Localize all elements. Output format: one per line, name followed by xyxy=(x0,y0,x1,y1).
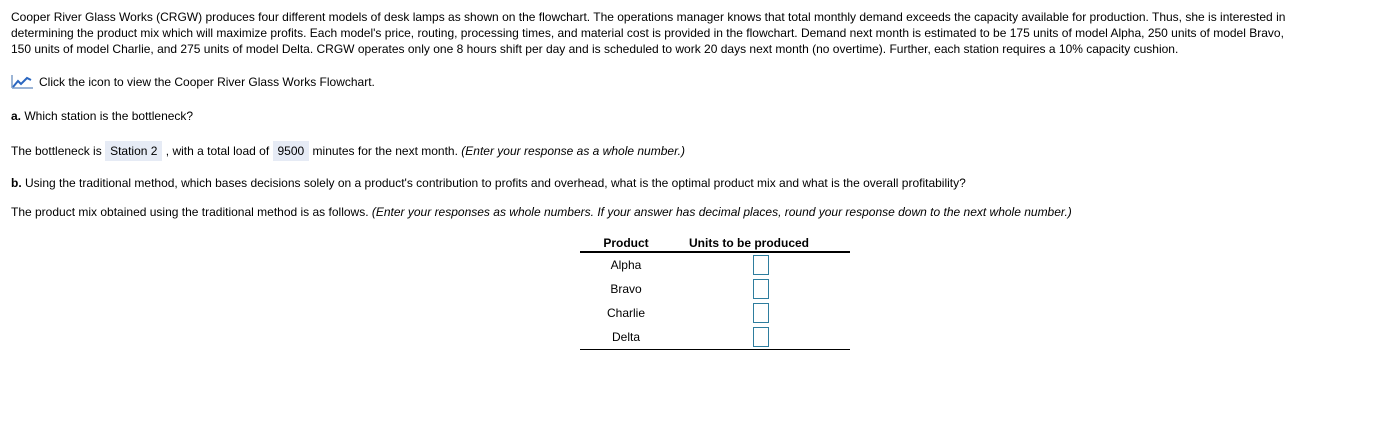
total-load-answer[interactable]: 9500 xyxy=(273,141,310,161)
question-a-text: Which station is the bottleneck? xyxy=(21,109,194,123)
units-input-alpha[interactable] xyxy=(753,255,769,275)
answer-b-intro xyxy=(11,204,1072,220)
question-b-text: Using the traditional method, which bases decisions solely on a product's contribution to profits and overhead, what is the optimal product mix and what is the overall profitability? xyxy=(21,176,966,190)
product-name: Charlie xyxy=(606,306,645,320)
problem-statement xyxy=(11,9,1285,57)
problem-line: Cooper River Glass Works (CRGW) produces four different models of desk lamps as shown on the flowchart. The operations manager knows that total monthly demand exceeds the capacity available for production. Thus, she is interested in xyxy=(11,10,1286,24)
flowchart-link[interactable] xyxy=(11,74,375,90)
table-row xyxy=(580,277,850,301)
bottleneck-station-answer[interactable]: Station 2 xyxy=(105,141,162,161)
product-name: Delta xyxy=(580,325,672,350)
answer-b-intro-text: The product mix obtained using the traditional method is as follows. xyxy=(11,205,372,219)
chart-icon[interactable] xyxy=(11,75,33,89)
product-name: Bravo xyxy=(610,282,642,296)
table-row xyxy=(580,301,850,325)
answer-a-text-2: , with a total load of xyxy=(162,144,273,158)
product-name: Alpha xyxy=(610,258,642,272)
problem-line: determining the product mix which will maximize profits. Each model's price, routing, processing times, and material cost is provided in the flowchart. Demand next month is estimated to be 175 units of model Alpha, 250 units of model Bravo, xyxy=(11,26,1284,40)
question-a-label: a. xyxy=(11,109,22,123)
answer-b-note: (Enter your responses as whole numbers. If your answer has decimal places, round your response down to the next whole number.) xyxy=(371,205,1072,219)
question-b-label: b. xyxy=(11,176,22,190)
flowchart-link-text[interactable]: Click the icon to view the Cooper River Glass Works Flowchart. xyxy=(39,75,375,89)
units-input-charlie[interactable] xyxy=(753,303,769,323)
table-row xyxy=(580,325,850,350)
units-input-delta[interactable] xyxy=(753,327,769,347)
product-mix-table xyxy=(580,234,850,350)
problem-line: 150 units of model Charlie, and 275 units of model Delta. CRGW operates only one 8 hours shift per day and is scheduled to work 20 days next month (no overtime). Further, each station requires a 10% capacity cushion. xyxy=(11,42,1179,56)
column-header-product: Product xyxy=(580,234,672,252)
answer-a-text-3: minutes for the next month. xyxy=(309,144,462,158)
column-header-units: Units to be produced xyxy=(672,234,850,252)
answer-a-text-1: The bottleneck is xyxy=(11,144,106,158)
units-input-bravo[interactable] xyxy=(753,279,769,299)
question-b xyxy=(11,175,966,191)
answer-a xyxy=(11,141,685,161)
answer-a-note: (Enter your response as a whole number.) xyxy=(461,144,685,158)
table-header-row xyxy=(580,234,850,252)
table-row xyxy=(580,252,850,277)
question-a xyxy=(11,108,193,124)
